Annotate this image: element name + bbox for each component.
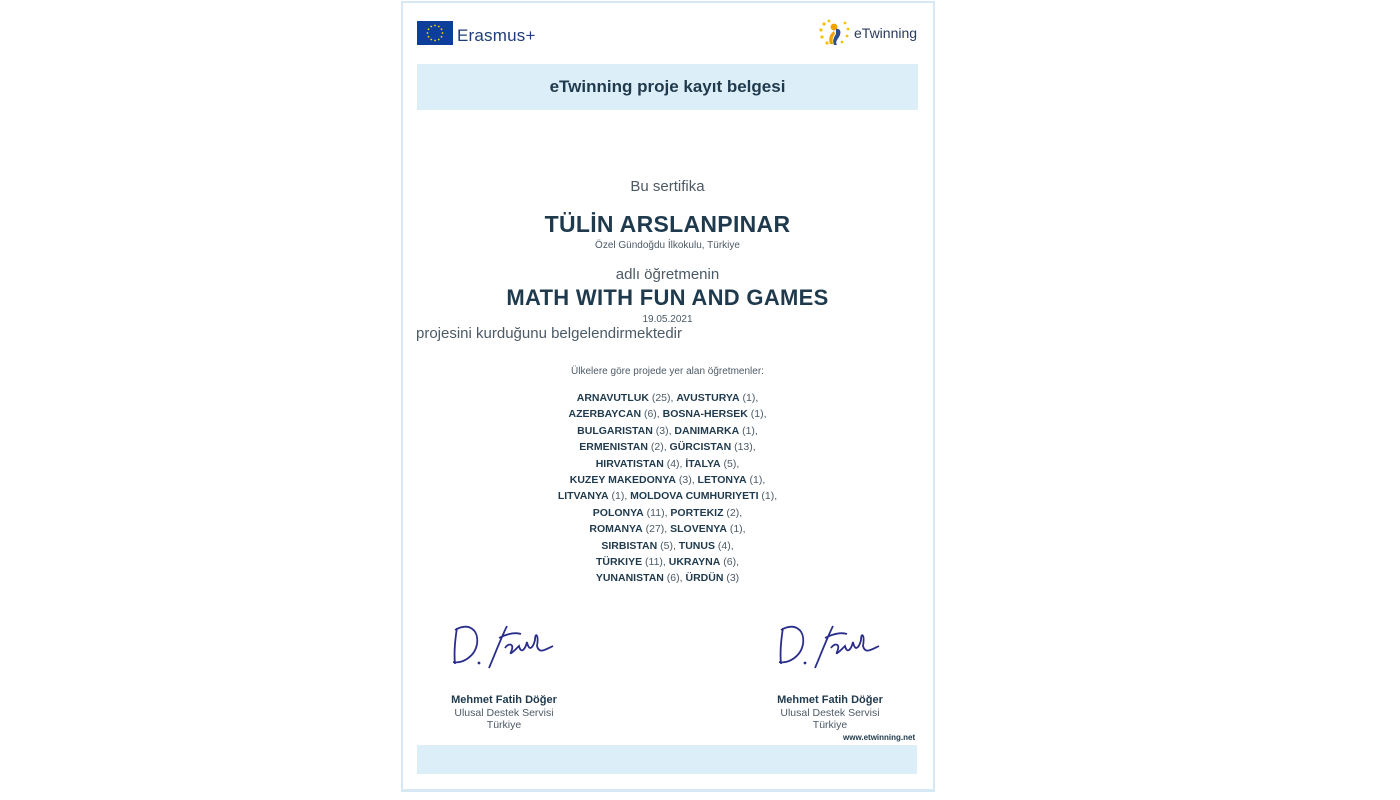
countries-line <box>417 439 918 455</box>
country-entry <box>601 540 675 552</box>
country-entry <box>670 507 742 519</box>
country-name: YUNANISTAN <box>595 572 664 585</box>
country-name: POLONYA <box>592 506 644 519</box>
country-count: (25), <box>648 392 674 404</box>
signatory-left-name: Mehmet Fatih Döğer <box>451 694 557 706</box>
eu-flag-icon <box>417 21 453 45</box>
country-name: ARNAVUTLUK <box>576 392 649 404</box>
signatory-left-role: Ulusal Destek Servisi <box>454 707 554 719</box>
country-name: LETONYA <box>697 474 747 487</box>
country-count: (1), <box>758 490 778 503</box>
country-entry <box>670 441 756 453</box>
country-count: (1), <box>747 408 767 421</box>
erasmus-logo <box>417 19 536 46</box>
erasmus-logo-text: Erasmus+ <box>457 26 536 45</box>
countries-list <box>417 390 918 587</box>
signatory-right-name: Mehmet Fatih Döğer <box>777 694 883 706</box>
country-entry <box>593 507 668 519</box>
country-entry <box>569 408 660 420</box>
country-name: PORTEKIZ <box>670 506 724 519</box>
country-count: (2), <box>647 441 667 454</box>
country-entry <box>577 392 674 404</box>
eu-star-icon <box>438 25 440 27</box>
eu-star-icon <box>441 28 443 30</box>
etwinning-logo-text: eTwinning <box>854 25 918 41</box>
certificate-title: eTwinning proje kayıt belgesi <box>549 77 786 96</box>
country-entry <box>674 425 757 437</box>
eu-star-icon <box>430 38 432 40</box>
country-count: (1), <box>746 474 766 487</box>
country-count: (3), <box>675 474 695 487</box>
country-entry <box>579 441 666 453</box>
country-count: (2), <box>723 506 743 519</box>
countries-line <box>417 406 918 422</box>
country-entry <box>558 490 627 502</box>
signatory-left-country: Türkiye <box>486 719 522 731</box>
documentation-text: projesini kurduğunu belgelendirmektedir <box>416 325 682 342</box>
eu-star-icon <box>427 32 429 34</box>
etwinning-figure-icon <box>818 18 852 48</box>
footer-band <box>417 745 917 774</box>
country-entry <box>685 458 739 470</box>
country-count: (1), <box>739 392 759 404</box>
country-entry <box>685 572 739 584</box>
countries-line <box>417 390 918 406</box>
country-entry <box>596 572 683 584</box>
countries-line <box>417 505 918 521</box>
teacher-suffix: adlı öğretmenin <box>615 266 720 283</box>
country-count: (13), <box>731 441 756 454</box>
country-name: GÜRCISTAN <box>669 441 732 454</box>
countries-line <box>417 538 918 554</box>
country-entry <box>698 474 766 486</box>
country-entry <box>669 556 739 568</box>
country-name: SIRBISTAN <box>601 539 658 552</box>
countries-line <box>417 472 918 488</box>
eu-star-icon <box>428 28 430 30</box>
country-entry <box>577 425 671 437</box>
signature-image <box>449 620 559 676</box>
countries-line <box>417 456 918 472</box>
country-count: (1), <box>739 424 758 437</box>
country-count: (6), <box>720 556 739 569</box>
signature-image <box>775 620 885 676</box>
teacher-name: TÜLİN ARSLANPINAR <box>544 211 791 237</box>
country-name: LITVANYA <box>557 490 609 503</box>
country-name: AZERBAYCAN <box>568 408 642 421</box>
country-count: (3) <box>723 572 740 585</box>
country-name: DANIMARKA <box>674 424 740 437</box>
eu-star-icon <box>442 32 444 34</box>
country-name: BULGARISTAN <box>577 424 653 437</box>
country-entry <box>679 540 734 552</box>
country-name: SLOVENYA <box>670 523 727 536</box>
eu-star-icon <box>441 35 443 37</box>
country-entry <box>630 490 777 502</box>
country-name: ERMENISTAN <box>579 441 648 454</box>
country-name: ROMANYA <box>589 523 643 536</box>
country-entry <box>596 556 666 568</box>
country-count: (5), <box>657 539 676 552</box>
country-name: İTALYA <box>685 457 721 470</box>
project-name: MATH WITH FUN AND GAMES <box>506 285 829 310</box>
countries-line <box>417 423 918 439</box>
etwinning-logo <box>818 18 917 48</box>
countries-heading: Ülkelere göre projede yer alan öğretmenler: <box>571 366 764 377</box>
country-name: AVUSTURYA <box>676 392 740 404</box>
country-count: (6), <box>641 408 660 421</box>
country-count: (3), <box>652 424 672 437</box>
country-name: KUZEY MAKEDONYA <box>569 474 676 487</box>
country-count: (27), <box>642 523 668 536</box>
country-count: (11), <box>643 506 668 519</box>
country-name: TÜRKIYE <box>596 556 643 569</box>
countries-line <box>417 488 918 504</box>
country-count: (4), <box>663 457 683 470</box>
country-entry <box>663 408 767 420</box>
country-count: (5), <box>720 457 740 470</box>
country-entry <box>596 458 683 470</box>
signatory-right-country: Türkiye <box>812 719 848 731</box>
countries-line <box>417 554 918 570</box>
country-entry <box>676 392 758 404</box>
signature-left <box>394 620 614 676</box>
project-date: 19.05.2021 <box>642 314 693 325</box>
website-link[interactable]: www.etwinning.net <box>843 733 916 742</box>
country-name: TUNUS <box>678 539 715 552</box>
eu-star-icon <box>434 24 436 26</box>
country-name: MOLDOVA CUMHURIYETI <box>630 490 759 503</box>
countries-line <box>417 521 918 537</box>
country-count: (4), <box>714 539 734 552</box>
eu-star-icon <box>434 39 436 41</box>
country-name: ÜRDÜN <box>685 572 724 585</box>
country-count: (11), <box>642 556 666 569</box>
certificate-title-band <box>417 64 918 110</box>
country-count: (6), <box>663 572 683 585</box>
signatory-right-role: Ulusal Destek Servisi <box>780 707 880 719</box>
signature-right <box>720 620 940 676</box>
school-name: Özel Gündoğdu İlkokulu, Türkiye <box>595 240 740 251</box>
country-entry <box>570 474 695 486</box>
country-count: (1), <box>608 490 628 503</box>
country-entry <box>670 523 745 535</box>
country-name: BOSNA-HERSEK <box>662 408 748 421</box>
country-entry <box>589 523 667 535</box>
country-name: HIRVATISTAN <box>595 457 664 470</box>
intro-text: Bu sertifika <box>630 178 705 195</box>
country-name: UKRAYNA <box>668 556 721 569</box>
countries-line <box>417 570 918 586</box>
eu-star-icon <box>438 38 440 40</box>
country-count: (1), <box>726 523 746 536</box>
eu-star-icon <box>430 25 432 27</box>
eu-star-icon <box>428 35 430 37</box>
